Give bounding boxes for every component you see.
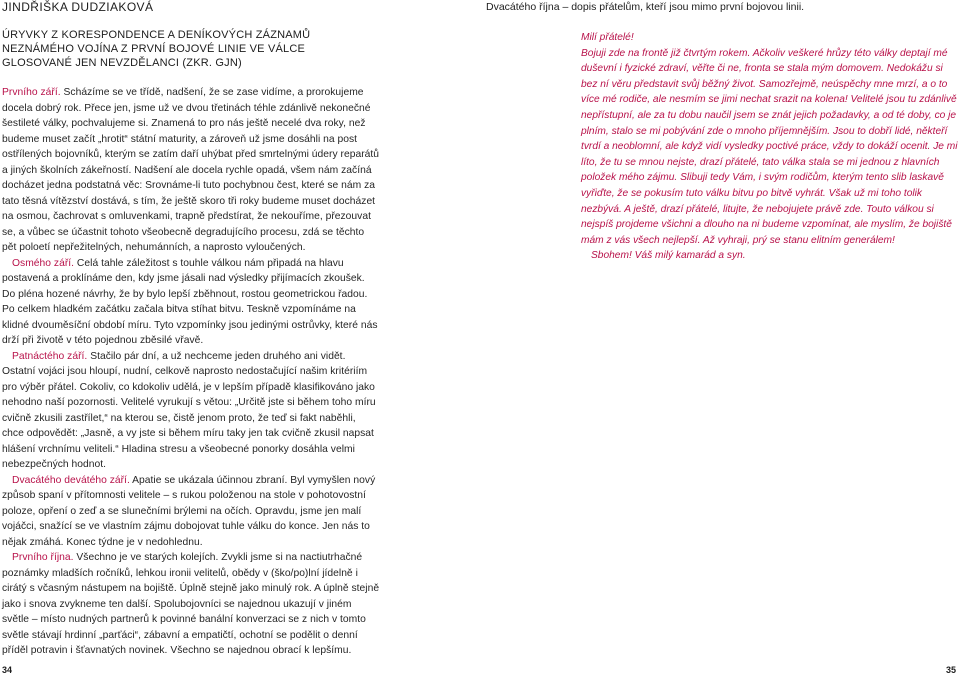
entry-text: Scházíme se ve třídě, nadšení, že se zase vidíme, a prorokujeme docela dobrý rok. Přece jen, jsme už ve dvou třetinách téhle zdánlivě nekonečné šestileté války, pochvalujeme si. Znamená to pro nás ještě necelé dva roky, než budeme muset začít „hrotit“ státní maturity, a zároveň už jsme dosáhli na post ostřílených bojovníků, kterým se zatím daří uhýbat před smrtelnými údery reparátů a jiných školních zákeřností. Nadšení ale docela rychle opadá, všem nám začíná docházet jedna podstatná věc: Srovnáme-li tuto pochybnou čest, které se nám za tato těsná vítězství dostává, s tím, že ještě skoro tři roky budeme muset docházet na osmou, čachrovat s omluvenkami, trapně předstírat, že nekouříme, přezouvat se, a vůbec se účastnit tohoto všeobecně degradujícího procesu, zdá se těchto pět poloetí nepřežitelných, nehumánních, a naprosto vyloučených. (2, 87, 380, 253)
entry-date: Dvacátého devátého září. (12, 474, 130, 486)
page-number-right: 35 (945, 665, 956, 675)
diary-entry (2, 256, 380, 349)
letter-signature: Sbohem! Váš milý kamarád a syn. (591, 250, 746, 262)
entry-date: Prvního října. (12, 552, 74, 563)
entry-text: Stačilo pár dní, a už nechceme jeden druhého ani vidět. Ostatní vojáci jsou hloupí, nudní, celkově naprosto nedostačující našim kritériím pro výběr přátel. Cokoliv, co kdokoliv udělá, je v lepším případě klasifikováno jako nehodno naší pozornosti. Velitelé vyrukují s větou: „Určitě jste si během toho míru cvičně zkusili zastřílet,“ na kterou se, čistě jenom proto, že teď si fakt naběhli, chce odpovědět: „Jasně, a vy jste si během míru taky jen tak cvičně zkusil napsat hlášení vrchnímu veliteli.“ Hladina stresu a všeobecné ponorky dosáhla velmi nebezpečných hodnot. (2, 350, 376, 470)
article-title: ÚRYVKY Z KORESPONDENCE A DENÍKOVÝCH ZÁZNAMŮ NEZNÁMÉHO VOJÍNA Z PRVNÍ BOJOVÉ LINIE VE VÁLCE GLOSOVANÉ JEN NEVZDĚLANCI (ZKR. GJN) (2, 29, 311, 69)
author-name: JINDŘIŠKA DUDZIAKOVÁ (2, 0, 154, 14)
entry-text: Všechno je ve starých kolejích. Zvykli jsme si na nactiutrhačné poznámky mladších ročníků, lehkou ironii velitelů, obědy v (ško/po)lní jídelně i cirátý s včasným nástupem na bojiště. Úplně stejně jako minulý rok. A úplně stejně jako i snova zvykneme ten další. Spolubojovníci se najednou ukazují v jiném světle – místo nudných partnerů k povinné banální konverzaci se z nich v tomto světle stávají hrdinní „parťáci“, zábavní a empatičtí, ochotní se podělit o denní příděl potravin i šťavnatých novinek. Všechno se najednou obrací k lepšímu. (2, 552, 380, 656)
letter-body (581, 30, 960, 264)
letter-greeting: Milí přátelé! (581, 32, 634, 43)
letter-paragraph: Bojuji zde na frontě již čtvrtým rokem. Ačkoliv veškeré hrůzy této války deptají mé duševní i fyzické zdraví, věřte či ne, fronta se stala mým domovem. Nedokážu si bez ní věru představit svůj běžný život. Samozřejmě, neúspěchy mne mrzí, a o to více mé rodiče, ale nesmím se jimi nechat srazit na kolena! Velitelé jsou tu zdánlivě nepřístupní, ale za tu dobu naučil jsem se znát jejich požadavky, a od té doby, co je plním, stalo se mi pobývání zde o mnoho příjemnějším. Jsou to dobří lidé, někteří tvrdí a neoblomní, ale když vidí vysledky poctivé práce, vždy to dokáží ocenit. Je mi líto, že tu se mnou nejste, drazí přátelé, tato válka stala se mi jednou z hlavních položek mého zájmu. Slibuji tedy Vám, i svým rodičům, kterým tento slib laskavě vyřiďte, že se pokusím tuto válku bitvu po bitvě vyhrát. Však už mi toho tolik nezbývá. A ještě, drazí přátelé, litujte, že nebojujete právě zde. Touto válkou si nejspíš projdeme všichni a dlouho na ni budeme vzpomínat, ale myslím, že bojiště mám z vás všech nejlepší. Až vyhraji, prý se stanu elitním generálem! (581, 47, 958, 246)
entry-date: Osmého září. (12, 257, 75, 269)
diary-entry (2, 550, 380, 659)
diary-entry (2, 473, 380, 551)
letter-heading: Dvacátého října – dopis přátelům, kteří jsou mimo první bojovou linii. (486, 1, 805, 13)
entry-text: Apatie se ukázala účinnou zbraní. Byl vymyšlen nový způsob spaní v přítomnosti velitele – s rukou položenou na stole v pohotovostní poloze, opření o zeď a se slunečními brýlemi na očích. Opravdu, jsme jen malí vojáčci, snažící se ve vlastním zájmu dobojovat tuhle válku do konce. Jen nás to nějak zmáhá. Konec týdne je v nedohlednu. (2, 474, 376, 548)
entry-text: Celá tahle záležitost s touhle válkou nám připadá na hlavu postavená a proklínáme den, kdy jsme jásali nad výsledky přijímacích zkoušek. Do pléna hozené návrhy, že by bylo lepší zběhnout, rostou geometrickou řadou. Po celkem hladkém začátku začala bitva stíhat bitvu. Teskně vzpomínáme na klidné dvouměsíční období míru. Tyto vzpomínky jsou jedinými ostrůvky, které nás drží při životě v této pojednou zběsilé vřavě. (2, 257, 378, 346)
page-number-left: 34 (2, 665, 13, 675)
diary-entry (2, 349, 380, 473)
diary-entry (2, 85, 380, 256)
entry-date: Prvního září. (2, 87, 61, 98)
entry-date: Patnáctého září. (12, 350, 88, 362)
diary-entries (2, 85, 380, 659)
right-page (480, 0, 960, 678)
